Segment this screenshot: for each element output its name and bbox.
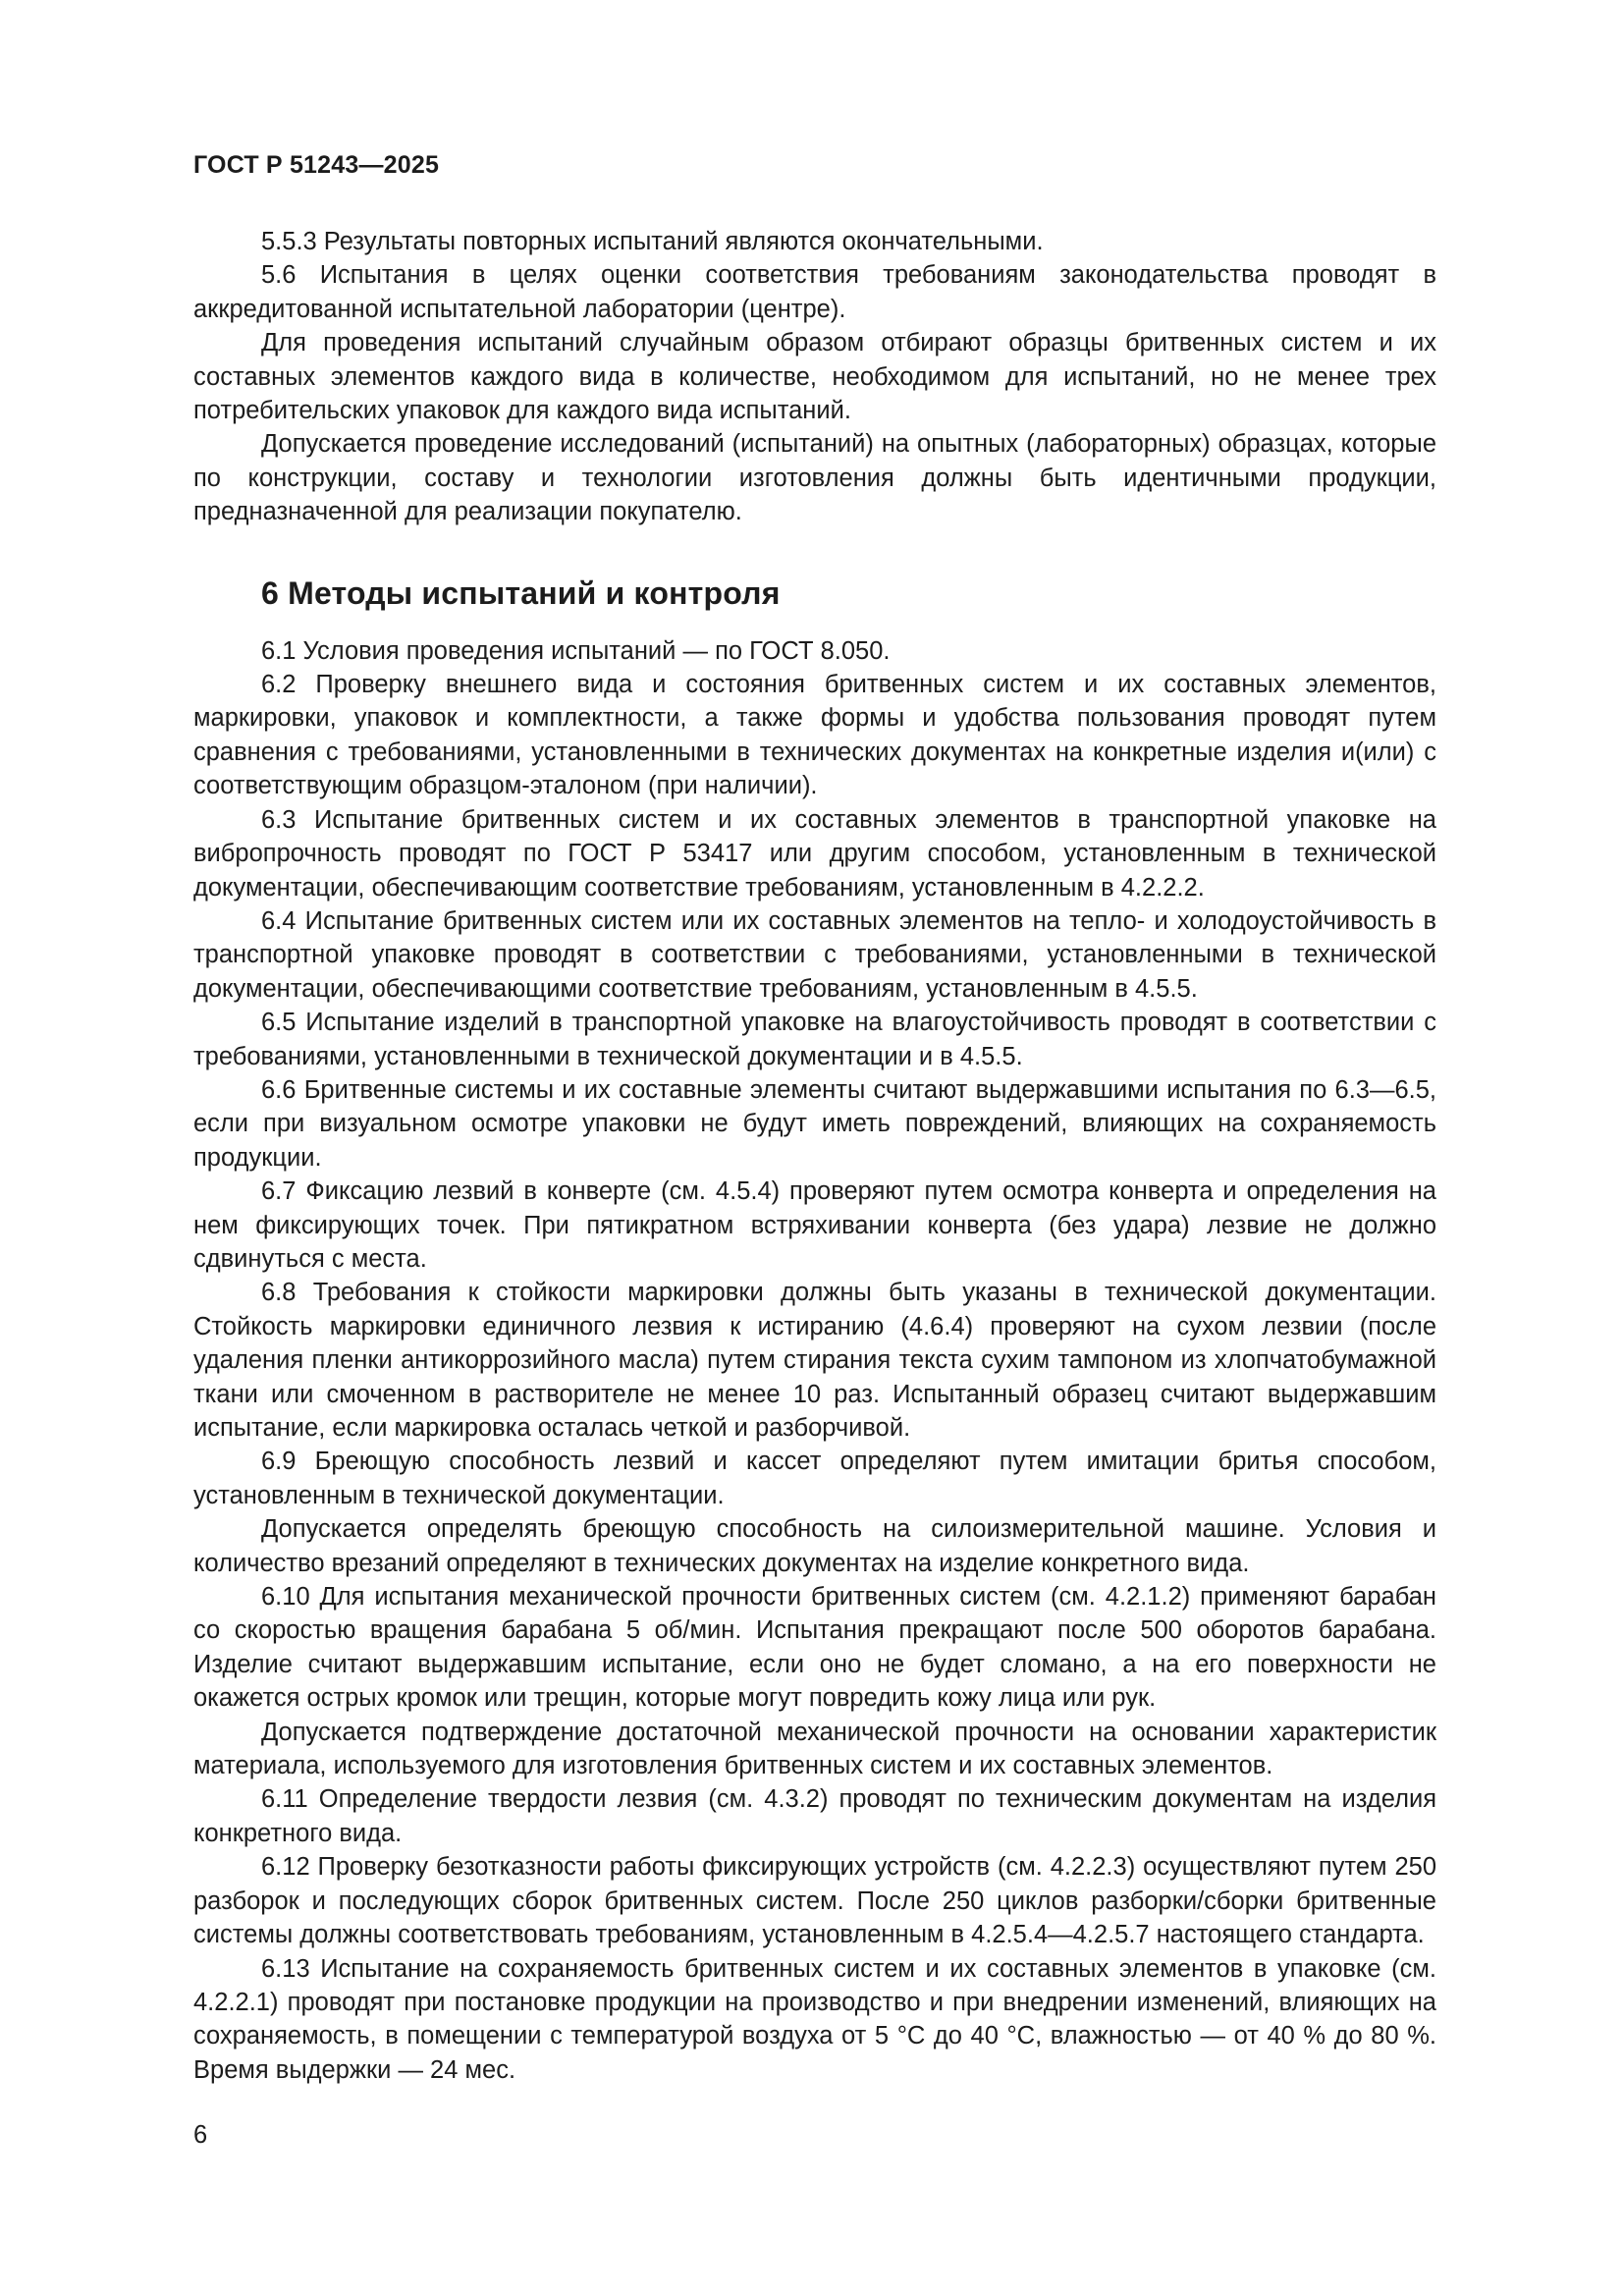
paragraph-prototype-testing: Допускается проведение исследований (испытаний) на опытных (лабораторных) образцах, которые по конструкции, составу и технологии изготовления должны быть идентичными продукции, предназначенной для реализации покупателю. bbox=[193, 430, 1436, 526]
paragraph-6-5: 6.5 Испытание изделий в транспортной упаковке на влагоустойчивость проводят в соответствии с требованиями, установленными в технической документации и в 4.5.5. bbox=[193, 1009, 1436, 1070]
paragraph-6-13: 6.13 Испытание на сохраняемость бритвенных систем и их составных элементов в упаковке (см. 4.2.2.1) проводят при постановке продукции на производство и при внедрении изменений, влияющих на сохраняемость, в помещении с температурой воздуха от 5 °С до 40 °С, влажностью — от 40 % до 80 %. Время выдержки — 24 мес. bbox=[193, 1954, 1436, 2084]
paragraph-6-11: 6.11 Определение твердости лезвия (см. 4.3.2) проводят по техническим документам на изделия конкретного вида. bbox=[193, 1785, 1436, 1847]
paragraph-6-9-note: Допускается определять бреющую способность на силоизмерительной машине. Условия и количество врезаний определяют в технических документах на изделие конкретного вида. bbox=[193, 1515, 1436, 1577]
paragraph-6-2: 6.2 Проверку внешнего вида и состояния бритвенных систем и их составных элементов, маркировки, упаковок и комплектности, а также формы и удобства пользования проводят путем сравнения с требованиями, установленными в технических документах на конкретные изделия и(или) с соответствующим образцом-эталоном (при наличии). bbox=[193, 671, 1436, 800]
paragraph-6-3: 6.3 Испытание бритвенных систем и их составных элементов в транспортной упаковке на вибропрочность проводят по ГОСТ Р 53417 или другим способом, установленным в технической документации, обеспечивающим соответствие требованиям, установленным в 4.2.2.2. bbox=[193, 805, 1436, 902]
paragraph-6-10: 6.10 Для испытания механической прочности бритвенных систем (см. 4.2.1.2) применяют барабан со скоростью вращения барабана 5 об/мин. Испытания прекращают после 500 оборотов барабана. Изделие считают выдержавшим испытание, если оно не будет сломано, а на его поверхности не окажется острых кромок или трещин, которые могут повредить кожу лица или рук. bbox=[193, 1583, 1436, 1713]
paragraph-sampling: Для проведения испытаний случайным образом отбирают образцы бритвенных систем и их составных элементов каждого вида в количестве, необходимом для испытаний, но не менее трех потребительских упаковок для каждого вида испытаний. bbox=[193, 329, 1436, 425]
document-id-header: ГОСТ Р 51243—2025 bbox=[193, 151, 440, 179]
paragraph-6-4: 6.4 Испытание бритвенных систем или их составных элементов на тепло- и холодоустойчивость в транспортной упаковке проводят в соответствии с требованиями, установленными в технической документации, обеспечивающими соответствие требованиям, установленным в 4.5.5. bbox=[193, 906, 1436, 1003]
paragraph-6-1: 6.1 Условия проведения испытаний — по ГОСТ 8.050. bbox=[261, 636, 891, 665]
paragraph-5-5-3: 5.5.3 Результаты повторных испытаний являются окончательными. bbox=[261, 228, 1044, 255]
paragraph-6-8: 6.8 Требования к стойкости маркировки должны быть указаны в технической документации. Стойкость маркировки единичного лезвия к истиранию (4.6.4) проверяют на сухом лезвии (после удаления пленки антикоррозийного масла) путем стирания текста сухим тампоном из хлопчатобумажной ткани или смоченном в растворителе не менее 10 раз. Испытанный образец считают выдержавшим испытание, если маркировка осталась четкой и разборчивой. bbox=[193, 1279, 1436, 1442]
page-body bbox=[193, 225, 1436, 2087]
page-number: 6 bbox=[193, 2121, 208, 2149]
paragraph-6-9: 6.9 Бреющую способность лезвий и кассет определяют путем имитации бритья способом, установленным в технической документации. bbox=[193, 1448, 1436, 1509]
paragraph-6-10-note: Допускается подтверждение достаточной механической прочности на основании характеристик материала, используемого для изготовления бритвенных систем и их составных элементов. bbox=[193, 1718, 1436, 1780]
paragraph-5-6: 5.6 Испытания в целях оценки соответствия требованиям законодательства проводят в аккредитованной испытательной лаборатории (центре). bbox=[193, 261, 1436, 323]
section-6-heading: 6 Методы испытаний и контроля bbox=[261, 574, 781, 611]
paragraph-6-12: 6.12 Проверку безотказности работы фиксирующих устройств (см. 4.2.2.3) осуществляют путем 250 разборок и последующих сборок бритвенных систем. После 250 циклов разборки/сборки бритвенные системы должны соответствовать требованиям, установленным в 4.2.5.4—4.2.5.7 настоящего стандарта. bbox=[193, 1853, 1436, 1949]
paragraph-6-7: 6.7 Фиксацию лезвий в конверте (см. 4.5.4) проверяют путем осмотра конверта и определения на нем фиксирующих точек. При пятикратном встряхивании конверта (без удара) лезвие не должно сдвинуться с места. bbox=[193, 1177, 1436, 1273]
paragraph-6-6: 6.6 Бритвенные системы и их составные элементы считают выдержавшими испытания по 6.3—6.5, если при визуальном осмотре упаковки не будут иметь повреждений, влияющих на сохраняемость продукции. bbox=[193, 1075, 1436, 1172]
